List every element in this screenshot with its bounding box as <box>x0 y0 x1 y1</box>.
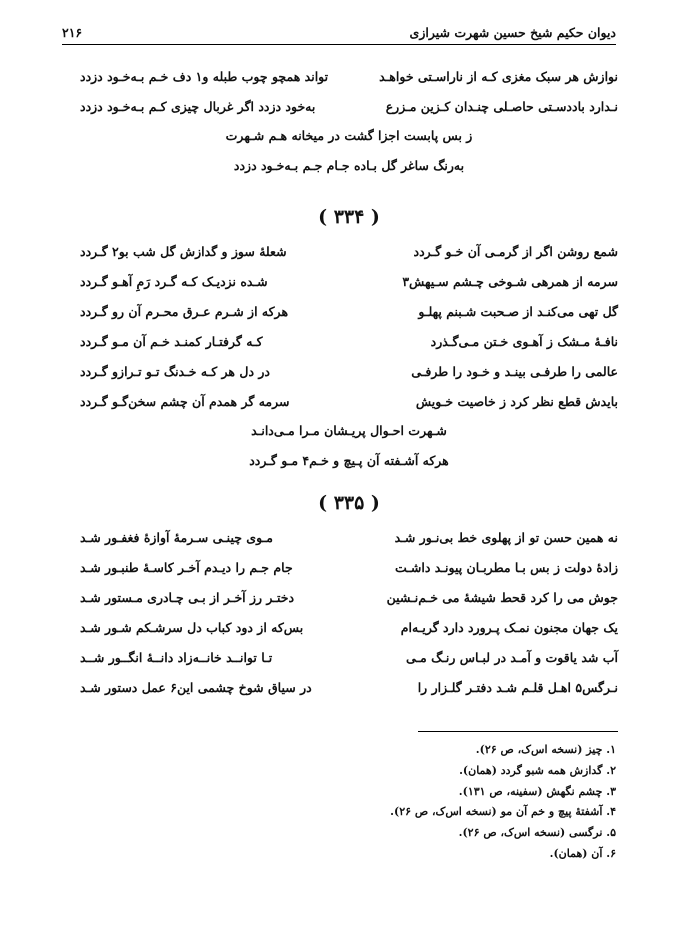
book-title: دیوان حکیم شیخ حسین شهرت شیرازی <box>409 25 616 40</box>
verse-row <box>80 522 618 552</box>
hemistich-right: یک جهان مجنون نمـک پـرورد دارد گریـه‌ام <box>400 619 618 635</box>
hemistich-right: نوازش هر سبک مغزی کـه از ناراسـتی خواهـد <box>379 68 618 84</box>
hemistich-right: نه همین حسن تو از پهلوی خط بی‌نـور شـد <box>394 529 618 545</box>
hemistich-right: سرمه از همرهی شـوخی چـشم سـیهش۳ <box>402 273 618 289</box>
footnote: ۶. آن (همان). <box>549 846 616 860</box>
verse-row <box>80 552 618 582</box>
footnotes <box>390 740 616 865</box>
verse-row <box>80 236 618 266</box>
verse-row <box>80 91 618 121</box>
footnote: ۳. چشم نگهش (سفینه، ص ۱۳۱). <box>458 784 616 798</box>
verse-row <box>80 356 618 386</box>
hemistich-right: گل تهی می‌کنـد از صـحبت شـبنم پهلـو <box>418 303 618 319</box>
page-number: ۲۱۶ <box>62 25 83 40</box>
hemistich-right: زادهٔ دولت ز بس بـا مطربـان پیونـد داشـت <box>394 559 618 575</box>
closing-line: ز بس پابست اجزا گشت در میخانه هـم شـهرت <box>225 128 473 143</box>
verse-row <box>80 296 618 326</box>
hemistich-left: بس‌که از دود کباب دل سرشـکم شـور شـد <box>80 619 304 635</box>
poem-number: ( ۳۳۵ ) <box>318 492 380 514</box>
hemistich-left: دختـر رز آخـر از بـی چـادری مـستور شـد <box>80 589 295 605</box>
poem-334 <box>80 198 618 476</box>
hemistich-left: تواند همچو چوب طبله و۱ دف خـم بـه‌خـود دزدد <box>80 68 329 84</box>
hemistich-left: هرکه از شـرم عـرق محـرم آن رو گـردد <box>80 303 289 319</box>
hemistich-left: در دل هر کـه خـدنگ تـو تـرازو گـردد <box>80 363 270 379</box>
verse-row <box>80 642 618 672</box>
hemistich-left: سرمه گر همدم آن چشم سخن‌گـو گـردد <box>80 393 290 409</box>
hemistich-left: شعلهٔ سوز و گدازش گل شب بو۲ گـردد <box>80 243 287 259</box>
verse-row <box>80 582 618 612</box>
hemistich-left: به‌خود دزدد اگر غربال چیزی کـم بـه‌خـود دزدد <box>80 98 316 114</box>
verse-row <box>80 266 618 296</box>
verse-row <box>80 386 618 416</box>
hemistich-right: شمع روشن اگر از گرمـی آن خـو گـردد <box>413 243 618 259</box>
poem-335 <box>80 484 618 702</box>
hemistich-right: آب شد یاقوت و آمـد در لبـاس رنـگ مـی <box>405 649 618 665</box>
closing-line: به‌رنگ ساغر گل بـاده جـام جـم بـه‌خـود دزدد <box>233 158 465 173</box>
footnote: ۲. گدازش همه شبو گردد (همان). <box>459 763 616 777</box>
footnote-rule <box>418 731 618 732</box>
hemistich-left: شـده نزدیـک کـه گـرد رَمِ آهـو گـردد <box>80 273 268 289</box>
hemistich-right: بایدش قطع نظر کرد ز خاصیت خـویش <box>415 393 618 409</box>
verse-row <box>80 326 618 356</box>
footnote: ۵. نرگسی (نسخه اس‌ک، ص ۲۶). <box>458 826 616 840</box>
page-header <box>62 18 616 40</box>
hemistich-left: کـه گرفتـار کمنـد خـم آن مـو گـردد <box>80 333 263 349</box>
hemistich-left: جام جـم را دیـدم آخـر کاسـهٔ طنبـور شـد <box>80 559 293 575</box>
hemistich-left: تـا توانــد خانــه‌زاد دانــهٔ انگــور شــد <box>80 649 273 665</box>
header-rule <box>62 44 616 45</box>
footnote: ۱. چیز (نسخه اس‌ک، ص ۲۶). <box>475 743 616 756</box>
footnote: ۴. آشفتهٔ پیچ و خم آن مو (نسخه اس‌ک، ص ۲۶). <box>390 805 616 819</box>
hemistich-left: در سیاق شوخ چشمی این۶ عمل دستور شـد <box>80 679 312 695</box>
hemistich-left: مـوی چینـی سـرمهٔ آوازهٔ فغفـور شـد <box>80 529 273 545</box>
hemistich-right: نـدارد باددسـتی حاصـلی چنـدان کـزین مـزرع <box>385 98 618 114</box>
closing-line: شـهرت احـوال پریـشان مـرا مـی‌دانـد <box>251 423 447 438</box>
verse-row <box>80 61 618 91</box>
verse-row <box>80 672 618 702</box>
hemistich-right: نافـهٔ مـشک ز آهـوی خـتن مـی‌گـذرد <box>430 333 618 349</box>
top-poem-fragment <box>80 61 618 181</box>
poem-number: ( ۳۳۴ ) <box>318 206 380 228</box>
hemistich-right: عالمی را طرفـی بینـد و خـود را طرفـی <box>411 363 618 379</box>
hemistich-right: جوش می را کرد قحط شیشهٔ می خـم‌نـشین <box>386 589 618 605</box>
closing-line: هرکه آشـفته آن پـیچ و خـم۴ مـو گـردد <box>249 453 449 468</box>
hemistich-right: نـرگس۵ اهـل قلـم شـد دفتـر گلـزار را <box>417 679 618 695</box>
verse-row <box>80 612 618 642</box>
